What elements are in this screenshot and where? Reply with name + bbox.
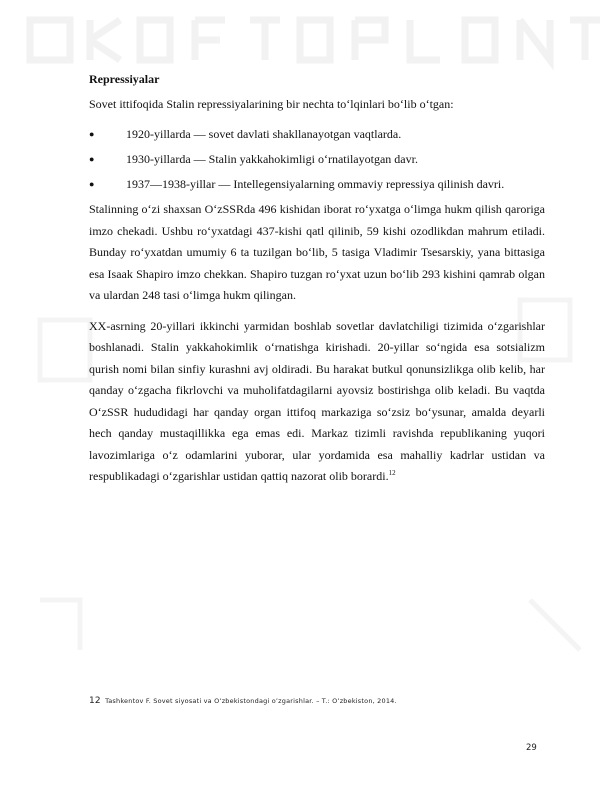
bullet-list bbox=[89, 124, 545, 196]
main-content bbox=[89, 69, 545, 497]
bullet-icon: ● bbox=[89, 153, 95, 164]
list-item-text: 1920-yillarda — sovet davlati shakllanayotgan vaqtlarda. bbox=[126, 126, 402, 141]
list-item-text: 1937—1938-yillar — Intellegensiyalarning ommaviy repressiya qilinish davri. bbox=[126, 176, 505, 191]
intro-paragraph: Sovet ittifoqida Stalin repressiyalarining bir nechta toʻlqinlari boʻlib oʻtgan: bbox=[89, 97, 454, 111]
footnote-number: 12 bbox=[89, 696, 101, 706]
bullet-icon: ● bbox=[89, 178, 95, 189]
footnote bbox=[89, 696, 549, 706]
list-item bbox=[89, 124, 545, 146]
list-item bbox=[89, 149, 545, 171]
list-item-text: 1930-yillarda — Stalin yakkahokimligi oʻrnatilayotgan davr. bbox=[126, 151, 418, 166]
bullet-icon: ● bbox=[89, 128, 95, 139]
list-item bbox=[89, 174, 545, 196]
body-paragraph-1: Stalinning oʻzi shaxsan OʻzSSRda 496 kishidan iborat roʻyxatga oʻlimga hukm qilish qaroriga imzo chekadi. Ushbu roʻyxatdagi 437-kishi qatl qilinib, 59 kishi ozodlikdan mahrum etiladi. Bunday roʻyxatdan umumiy 6 ta tuzilgan boʻlib, 5 tasiga Vladimir Tsesarskiy, yana bittasiga esa Isaak Shapiro imzo chekkan. Shapiro tuzgan roʻyxat uzun boʻlib 293 kishini qamrab olgan va ulardan 248 tasi oʻlimga hukm qilingan. bbox=[89, 202, 545, 302]
section-heading: Repressiyalar bbox=[89, 72, 160, 86]
footnote-text: Tashkentov F. Sovet siyosati va O’zbekistondagi o’zgarishlar. – T.: O’zbekiston, 2014. bbox=[105, 697, 397, 705]
body-paragraph-2 bbox=[89, 316, 545, 488]
body-paragraph-2-text: XX-asrning 20-yillari ikkinchi yarmidan boshlab sovetlar davlatchiligi tizimida oʻzgarishlar boshlanadi. Stalin yakkahokimlik oʻrnatishga kirishadi. 20-yillar soʻngida esa sotsializm qurish nomi bilan sinfiy kurashni avj oldiradi. Bu harakat butkul qonunsizlikga olib kelib, har qanday oʻzgacha fikrlovchi va muholifatdagilarni ayovsiz bostirishga olib keladi. Bu vaqtda OʻzSSR hududidagi har qanday organ ittifoq markaziga soʻzsiz boʻysunar, amalda deyarli hech qanday mustaqillikka ega emas edi. Markaz tizimli ravishda republikaning yuqori lavozimlariga oʻz odamlarini yuborar, ular yordamida esa mahalliy kadrlar ustidan va respublikadagi oʻzgarishlar ustidan qattiq nazorat olib borardi. bbox=[89, 318, 545, 483]
footnote-reference[interactable]: 12 bbox=[388, 469, 396, 477]
page-number: 29 bbox=[526, 743, 537, 753]
